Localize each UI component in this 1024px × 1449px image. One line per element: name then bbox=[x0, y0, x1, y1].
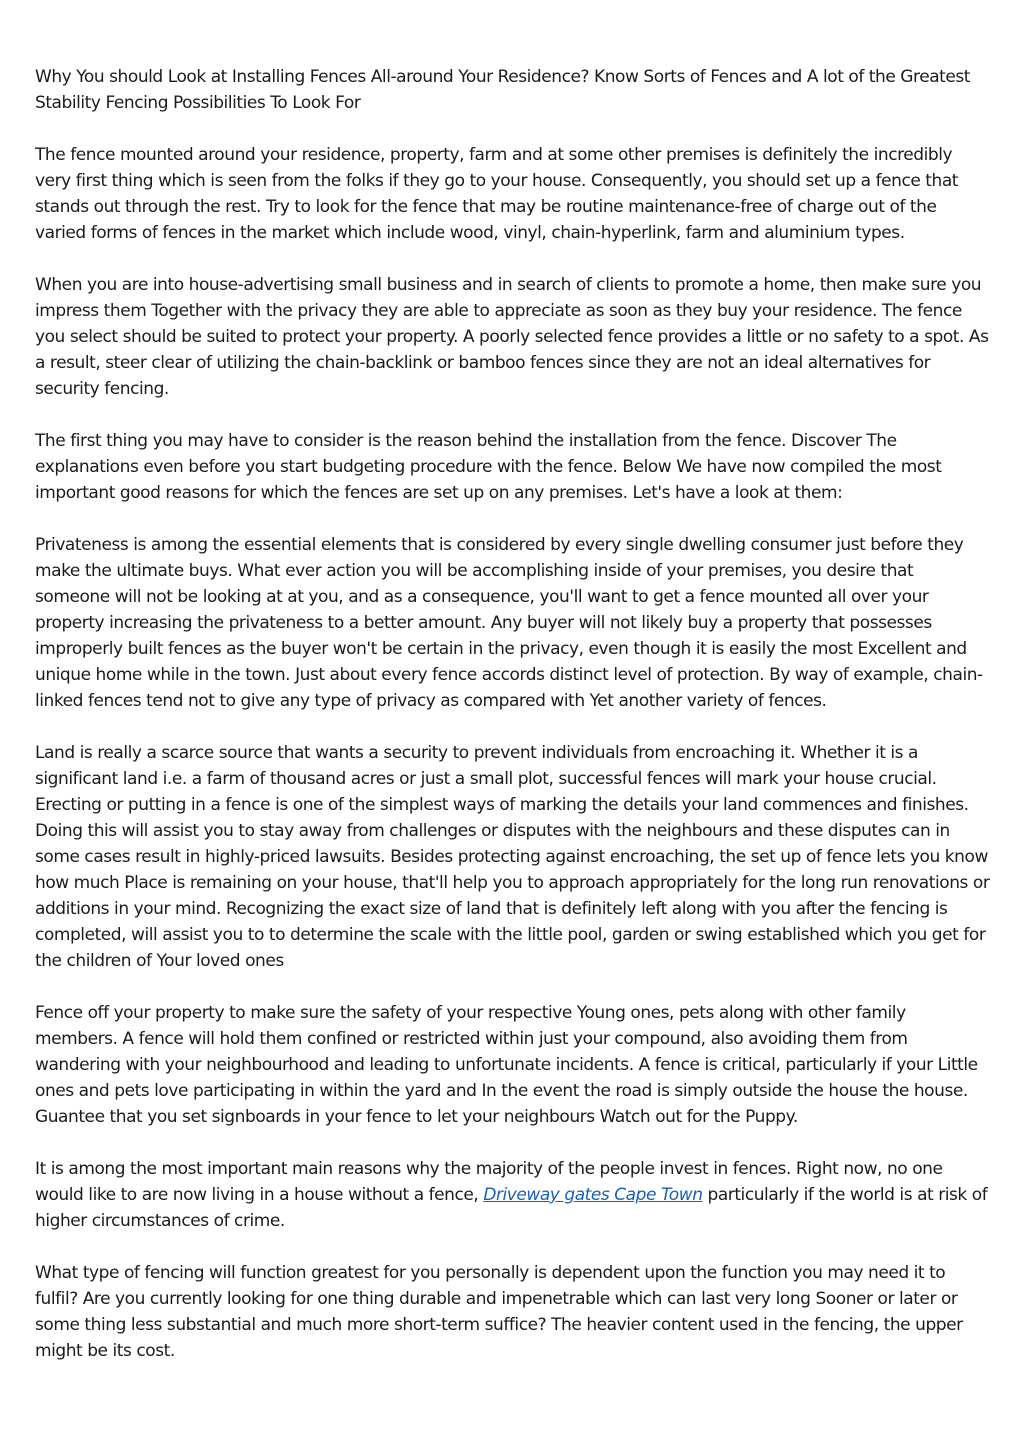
paragraph-6: Fence off your property to make sure the safety of your respective Young ones, pets along with other family members. A fence will hold them confined or restricted within just your compound, also avoiding them from wandering with your neighbourhood and leading to unfortunate incidents. A fence is critical, particularly if your Little ones and pets love participating in within the yard and In the event the road is simply outside the house the house. Guantee that you set signboards in your fence to let your neighbours Watch out for the Puppy. bbox=[35, 1003, 978, 1127]
paragraph-4: Privateness is among the essential elements that is considered by every single dwelling consumer just before they make the ultimate buys. What ever action you will be accomplishing inside of your premises, you desire that someone will not be looking at at you, and as a consequence, you'll want to get a fence mounted all over your property increasing the privateness to a better amount. Any buyer will not likely buy a property that possesses improperly built fences as the buyer won't be certain in the privacy, even though it is easily the most Excellent and unique home while in the town. Just about every fence accords distinct level of protection. By way of example, chain-linked fences tend not to give any type of privacy as compared with Yet another variety of fences. bbox=[35, 535, 983, 711]
paragraph-7-text-before: It is among the most important main reasons why the majority of the people invest in fences. Right now, no one would like to are now living in a house without a fence, bbox=[35, 1159, 943, 1205]
paragraph-5: Land is really a scarce source that wants a security to prevent individuals from encroaching it. Whether it is a significant land i.e. a farm of thousand acres or just a small plot, successful fences will mark your house crucial. Erecting or putting in a fence is one of the simplest ways of marking the details your land commences and finishes. Doing this will assist you to stay away from challenges or disputes with the neighbours and these disputes can in some cases result in highly-priced lawsuits. Besides protecting against encroaching, the set up of fence lets you know how much Place is remaining on your house, that'll help you to approach appropriately for the long run renovations or additions in your mind. Recognizing the exact size of land that is definitely left along with you after the fencing is completed, will assist you to to determine the scale with the little pool, garden or swing established which you get for the children of Your loved ones bbox=[35, 743, 990, 971]
paragraph-2: When you are into house-advertising small business and in search of clients to promote a home, then make sure you impress them Together with the privacy they are able to appreciate as soon as they buy your residence. The fence you select should be suited to protect your property. A poorly selected fence provides a little or no safety to a spot. As a result, steer clear of utilizing the chain-backlink or bamboo fences since they are not an ideal alternatives for security fencing. bbox=[35, 275, 989, 399]
driveway-gates-link[interactable]: Driveway gates Cape Town bbox=[483, 1185, 703, 1205]
paragraph-3: The first thing you may have to consider is the reason behind the installation from the fence. Discover The explanations even before you start budgeting procedure with the fence. Below We have now compiled the most important good reasons for which the fences are set up on any premises. Let's have a look at them: bbox=[35, 431, 942, 503]
document-title: Why You should Look at Installing Fences All-around Your Residence? Know Sorts of Fences and A lot of the Greatest Stability Fencing Possibilities To Look For bbox=[35, 67, 971, 113]
paragraph-7 bbox=[35, 1156, 990, 1234]
paragraph-8: What type of fencing will function greatest for you personally is dependent upon the function you may need it to fulfil? Are you currently looking for one thing durable and impenetrable which can last very long Sooner or later or some thing less substantial and much more short-term suffice? The heavier content used in the fencing, the upper might be its cost. bbox=[35, 1263, 963, 1361]
paragraph-7-text-after: particularly if the world is at risk of higher circumstances of crime. bbox=[35, 1185, 988, 1231]
paragraph-1: The fence mounted around your residence, property, farm and at some other premises is definitely the incredibly very first thing which is seen from the folks if they go to your house. Consequently, you should set up a fence that stands out through the rest. Try to look for the fence that may be routine maintenance-free of charge out of the varied forms of fences in the market which include wood, vinyl, chain-hyperlink, farm and aluminium types. bbox=[35, 145, 959, 243]
